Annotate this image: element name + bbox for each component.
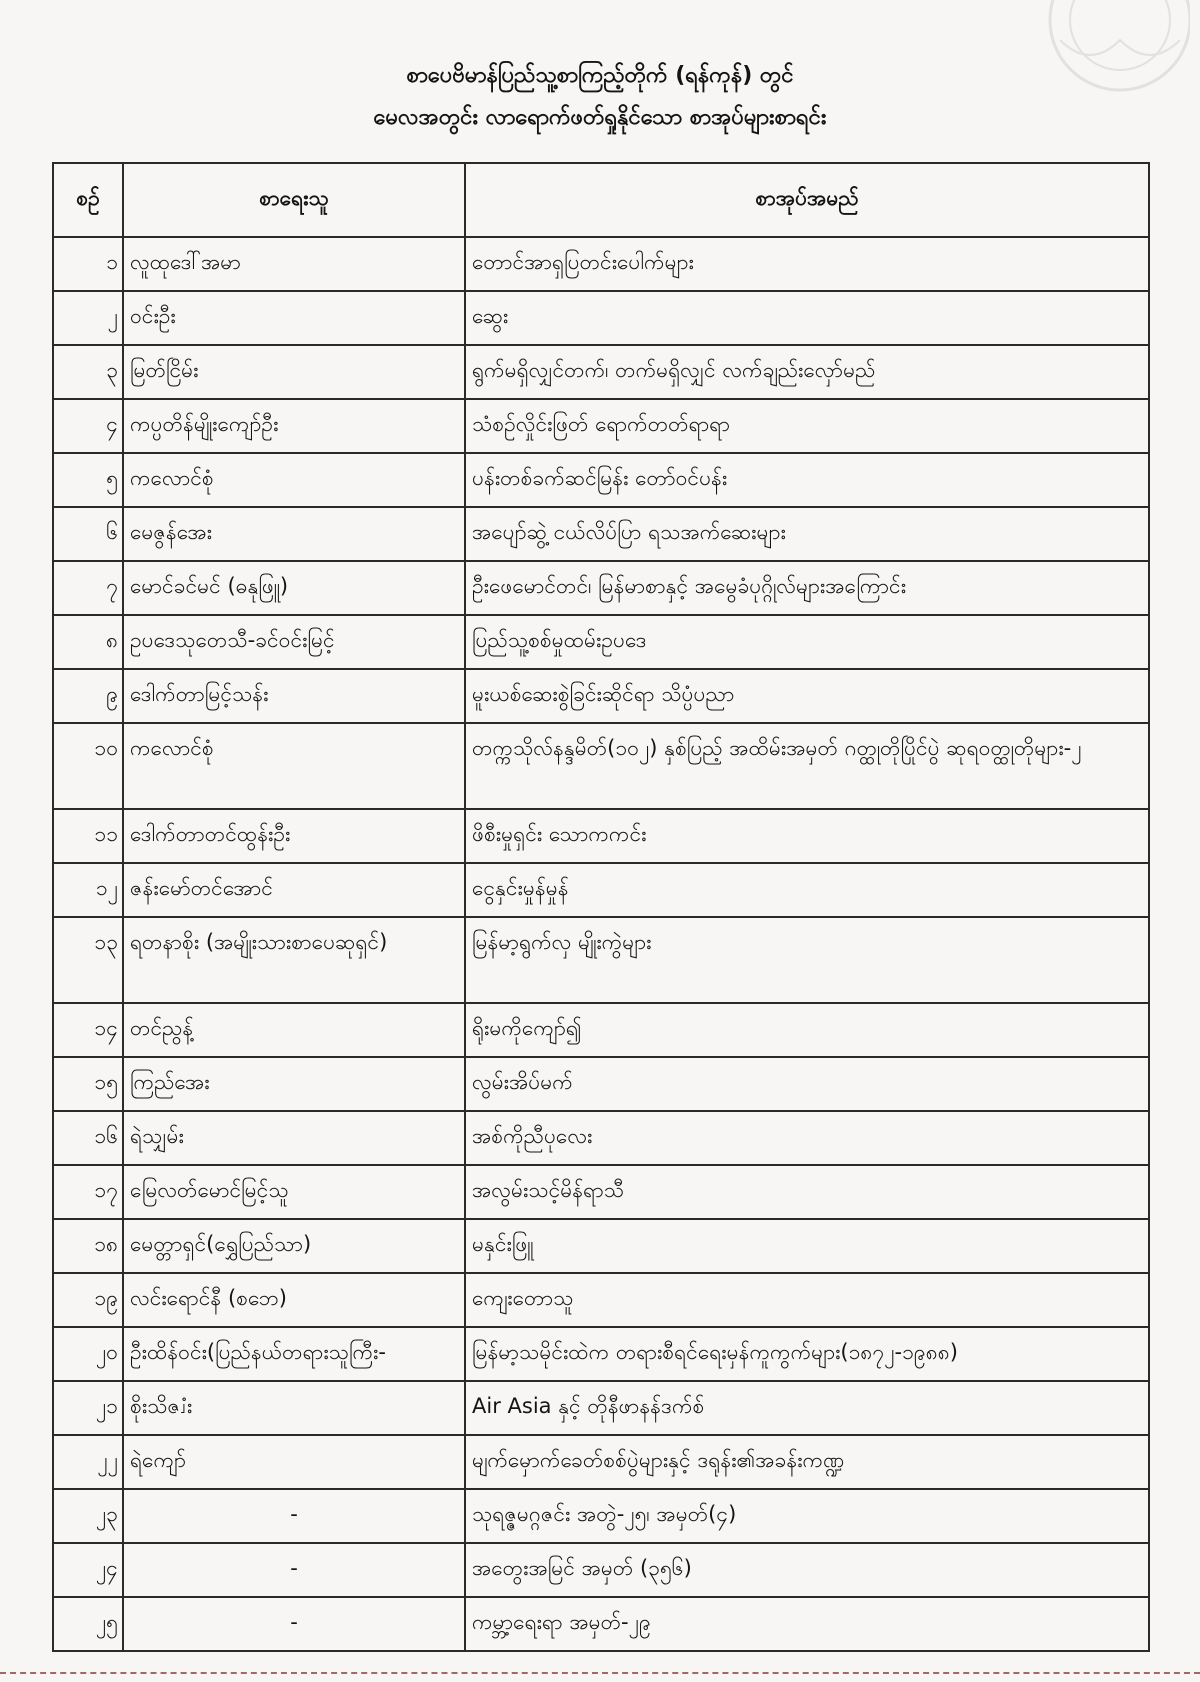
table-row bbox=[53, 1489, 1149, 1543]
cell-writer: ဥပဒေသုတေသီ-ခင်ဝင်းမြင့် bbox=[123, 615, 465, 669]
cell-no: ၁ bbox=[53, 237, 123, 291]
table-row bbox=[53, 453, 1149, 507]
cell-book: ဦးဖေမောင်တင်၊ မြန်မာစာနှင့် အမွေခံပုဂ္ဂိုလ်များအကြောင်း bbox=[465, 561, 1149, 615]
cell-book: ဆွေး bbox=[465, 291, 1149, 345]
cell-book: မူးယစ်ဆေးစွဲခြင်းဆိုင်ရာ သိပ္ပံပညာ bbox=[465, 669, 1149, 723]
table-row bbox=[53, 1165, 1149, 1219]
title-line-2: မေလအတွင်း လာရောက်ဖတ်ရှုနိုင်သော စာအုပ်များစာရင်း bbox=[373, 105, 827, 130]
cell-no: ၉ bbox=[53, 669, 123, 723]
table-row bbox=[53, 1273, 1149, 1327]
cell-writer: - bbox=[123, 1597, 465, 1651]
cell-no: ၂၅ bbox=[53, 1597, 123, 1651]
cell-writer: ကလောင်စုံ bbox=[123, 723, 465, 809]
table-row bbox=[53, 399, 1149, 453]
cell-no: ၂၂ bbox=[53, 1435, 123, 1489]
cell-book: Air Asia နှင့် တိုနီဖာနန်ဒက်စ် bbox=[465, 1381, 1149, 1435]
table-body bbox=[53, 237, 1149, 1651]
cell-writer: ရဲသျှမ်း bbox=[123, 1111, 465, 1165]
cell-no: ၂၃ bbox=[53, 1489, 123, 1543]
cell-no: ၂၄ bbox=[53, 1543, 123, 1597]
table-row bbox=[53, 1003, 1149, 1057]
cell-no: ၃ bbox=[53, 345, 123, 399]
cell-book: မနှင်းဖြူ bbox=[465, 1219, 1149, 1273]
cell-no: ၁၆ bbox=[53, 1111, 123, 1165]
cell-no: ၁၇ bbox=[53, 1165, 123, 1219]
cell-book: ဖိစီးမှုရှင်း သောကကင်း bbox=[465, 809, 1149, 863]
cell-writer: ဒေါက်တာမြင့်သန်း bbox=[123, 669, 465, 723]
cell-writer: မေဇွန်အေး bbox=[123, 507, 465, 561]
table-row bbox=[53, 723, 1149, 809]
page-title bbox=[0, 55, 1200, 139]
table-row bbox=[53, 809, 1149, 863]
table-row bbox=[53, 1543, 1149, 1597]
table-row bbox=[53, 345, 1149, 399]
table-row bbox=[53, 1435, 1149, 1489]
cell-no: ၈ bbox=[53, 615, 123, 669]
cell-writer: ဇန်းမော်တင်အောင် bbox=[123, 863, 465, 917]
cell-writer: - bbox=[123, 1489, 465, 1543]
cell-book: အတွေးအမြင် အမှတ် (၃၅၆) bbox=[465, 1543, 1149, 1597]
cell-writer: တင်ညွန့် bbox=[123, 1003, 465, 1057]
cell-no: ၁၃ bbox=[53, 917, 123, 1003]
title-line-1: စာပေဗိမာန်ပြည်သူ့စာကြည့်တိုက် (ရန်ကုန်) တွင် bbox=[406, 63, 794, 88]
cell-writer: - bbox=[123, 1543, 465, 1597]
table-header-row bbox=[53, 163, 1149, 237]
bottom-divider bbox=[0, 1672, 1200, 1674]
cell-book: သုရဇ္ဇမဂ္ဂဇင်း အတွဲ-၂၅၊ အမှတ်(၄) bbox=[465, 1489, 1149, 1543]
table-row bbox=[53, 507, 1149, 561]
cell-book: ရွက်မရှိလျှင်တက်၊ တက်မရှိလျှင် လက်ချည်းလှော်မည် bbox=[465, 345, 1149, 399]
cell-book: တက္ကသိုလ်နန္ဒမိတ်(၁၀၂) နှစ်ပြည့် အထိမ်းအမှတ် ဂတ္ထုတိုပြိုင်ပွဲ ဆုရဝတ္ထုတိုများ-၂ bbox=[465, 723, 1149, 809]
cell-no: ၁၈ bbox=[53, 1219, 123, 1273]
cell-book: အစ်ကိုညီပုလေး bbox=[465, 1111, 1149, 1165]
cell-no: ၁၀ bbox=[53, 723, 123, 809]
cell-book: မြန်မာ့ရွက်လှ မျိုးကွဲများ bbox=[465, 917, 1149, 1003]
cell-book: လွမ်းအိပ်မက် bbox=[465, 1057, 1149, 1111]
cell-no: ၂ bbox=[53, 291, 123, 345]
cell-book: ပြည်သူ့စစ်မှုထမ်းဥပဒေ bbox=[465, 615, 1149, 669]
cell-writer: မေတ္တာရှင်(ရွှေပြည်သာ) bbox=[123, 1219, 465, 1273]
cell-writer: လူထုဒေါ်အမာ bbox=[123, 237, 465, 291]
cell-book: သံစဉ်လှိုင်းဖြတ် ရောက်တတ်ရာရာ bbox=[465, 399, 1149, 453]
cell-no: ၄ bbox=[53, 399, 123, 453]
cell-book: အလွမ်းသင့်မိန်ရာသီ bbox=[465, 1165, 1149, 1219]
cell-no: ၁၁ bbox=[53, 809, 123, 863]
cell-writer: ကြည်အေး bbox=[123, 1057, 465, 1111]
cell-no: ၇ bbox=[53, 561, 123, 615]
table-row bbox=[53, 1057, 1149, 1111]
cell-writer: လင်းရောင်နီ (စဘေ) bbox=[123, 1273, 465, 1327]
cell-book: ငွေနှင်းမှုန်မှုန် bbox=[465, 863, 1149, 917]
cell-writer: မြေလတ်မောင်မြင့်သူ bbox=[123, 1165, 465, 1219]
cell-book: ရိုးမကိုကျော်၍ bbox=[465, 1003, 1149, 1057]
cell-book: တောင်အာရှပြတင်းပေါက်များ bbox=[465, 237, 1149, 291]
table-row bbox=[53, 1381, 1149, 1435]
cell-book: ကမ္ဘာ့ရေးရာ အမှတ်-၂၉ bbox=[465, 1597, 1149, 1651]
table-row bbox=[53, 1597, 1149, 1651]
cell-writer: ဦးထိန်ဝင်း(ပြည်နယ်တရားသူကြီး- bbox=[123, 1327, 465, 1381]
cell-writer: ကပ္ပတိန်မျိုးကျော်ဦး bbox=[123, 399, 465, 453]
cell-book: အပျော်ဆွဲ့ ငယ်လိပ်ပြာ ရသအက်ဆေးများ bbox=[465, 507, 1149, 561]
header-no: စဉ် bbox=[53, 163, 123, 237]
cell-writer: စိုးသိဇၨး bbox=[123, 1381, 465, 1435]
table-row bbox=[53, 1111, 1149, 1165]
cell-no: ၆ bbox=[53, 507, 123, 561]
table-row bbox=[53, 615, 1149, 669]
table-row bbox=[53, 237, 1149, 291]
table-row bbox=[53, 863, 1149, 917]
cell-no: ၂၁ bbox=[53, 1381, 123, 1435]
header-writer: စာရေးသူ bbox=[123, 163, 465, 237]
cell-book: ကျေးတောသူ bbox=[465, 1273, 1149, 1327]
cell-no: ၁၅ bbox=[53, 1057, 123, 1111]
table-row bbox=[53, 1219, 1149, 1273]
cell-book: ပန်းတစ်ခက်ဆင်မြန်း တော်ဝင်ပန်း bbox=[465, 453, 1149, 507]
cell-writer: ကလောင်စုံ bbox=[123, 453, 465, 507]
cell-no: ၁၉ bbox=[53, 1273, 123, 1327]
cell-book: မြန်မာ့သမိုင်းထဲက တရားစီရင်ရေးမှန်ကူကွက်များ(၁၈၇၂-၁၉၈၈) bbox=[465, 1327, 1149, 1381]
cell-writer: မြတ်ငြိမ်း bbox=[123, 345, 465, 399]
cell-no: ၁၂ bbox=[53, 863, 123, 917]
table-row bbox=[53, 291, 1149, 345]
table-row bbox=[53, 561, 1149, 615]
table-row bbox=[53, 917, 1149, 1003]
cell-writer: ဝင်းဦး bbox=[123, 291, 465, 345]
cell-writer: ရဲကျော် bbox=[123, 1435, 465, 1489]
cell-book: မျက်မှောက်ခေတ်စစ်ပွဲများနှင့် ဒရုန်း၏အခန်းကဏ္ဍ bbox=[465, 1435, 1149, 1489]
cell-no: ၅ bbox=[53, 453, 123, 507]
cell-writer: ရတနာစိုး (အမျိုးသားစာပေဆုရှင်) bbox=[123, 917, 465, 1003]
table-row bbox=[53, 669, 1149, 723]
header-book: စာအုပ်အမည် bbox=[465, 163, 1149, 237]
cell-writer: မောင်ခင်မင် (ဓနုဖြူ) bbox=[123, 561, 465, 615]
cell-writer: ဒေါက်တာတင်ထွန်းဦး bbox=[123, 809, 465, 863]
cell-no: ၁၄ bbox=[53, 1003, 123, 1057]
cell-no: ၂၀ bbox=[53, 1327, 123, 1381]
book-list-table bbox=[52, 162, 1150, 1652]
table-row bbox=[53, 1327, 1149, 1381]
